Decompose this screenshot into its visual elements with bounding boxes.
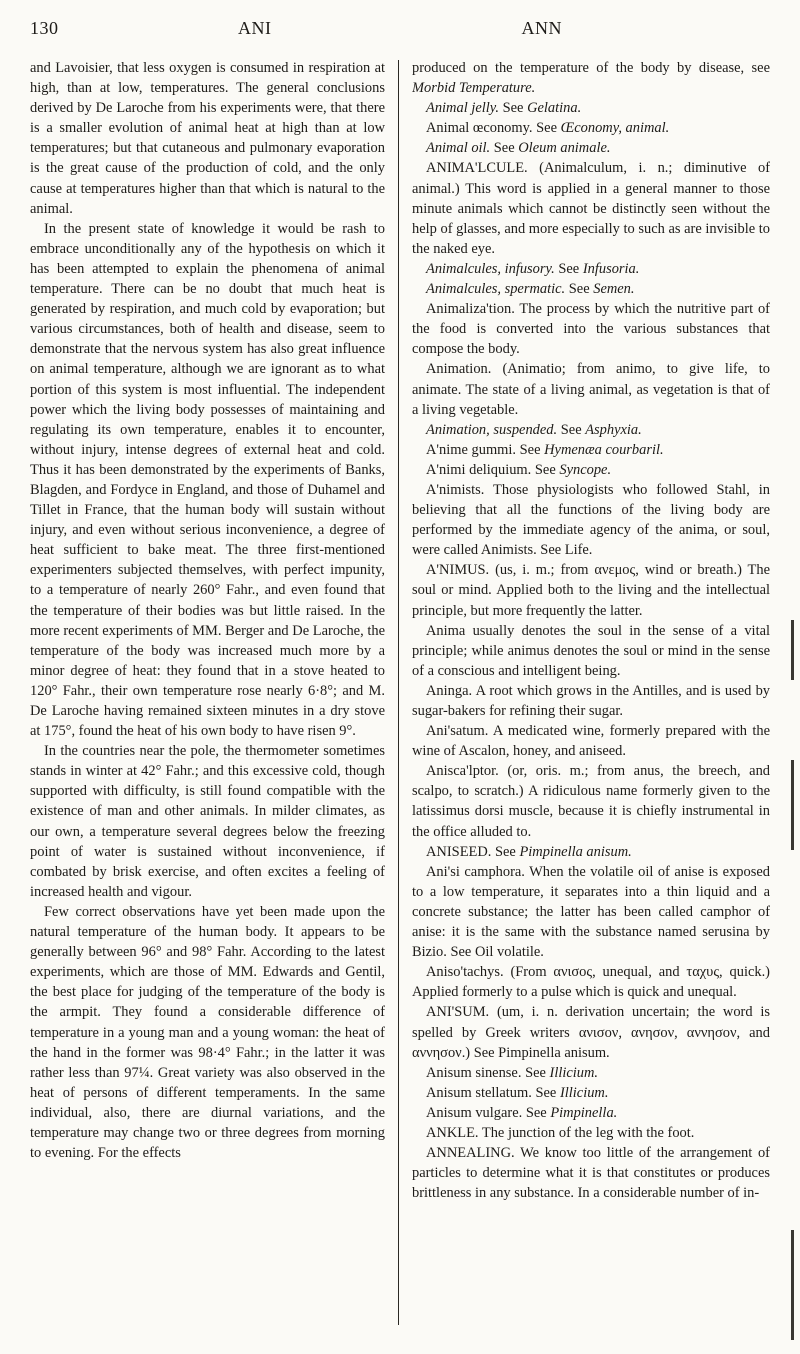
column-divider [398,60,399,1325]
entry-body: (us, i. m.; from ανεμος, wind or breath.) The soul or mind. Applied both to the living and the intellectual principle, but more frequently the latter. [412,562,770,619]
entry-cross-reference: Pimpinella anisum. [519,843,632,860]
entry-headword: Aninga. [426,682,473,699]
entry-cross-reference: Syncope. [559,461,612,478]
page-edge-mark [791,620,794,680]
entry-cross-reference: Gelatina. [527,100,582,117]
entry-headword: Anisum stellatum. [426,1084,532,1101]
intro-cross-reference: Morbid Temperature. [412,80,536,97]
dictionary-entry [412,761,770,841]
entry-body: (or, oris. m.; from anus, the breech, and scalpo, to scratch.) A ridiculous name formerly given to the latissimus dorsi muscle, because it is chiefly instrumental in the office alluded to. [412,763,770,840]
paragraph: In the present state of knowledge it would be rash to embrace unconditionally any of the hypothesis on which it has been attempted to explain the phenomena of animal temperature. There can be no doubt that much heat is generated by respiration, and much cold by evaporation; but various circumstances, both of health and disease, seem to demonstrate that the nervous system has also great influence on animal temperature, although we are ignorant as to what portion of this system is most influential. The independent power which the living body possesses of maintaining and regulating its own temperature, enables it to encounter, without injury, intense degrees of external heat and cold. Thus it has been demonstrated by the experiments of Banks, Blagden, and Fordyce in England, and those of Duhamel and Tillet in France, that the human body will sustain without injury, and even without serious inconvenience, a degree of heat sufficient to bake meat. The three first-mentioned experimenters subjected themselves, with perfect impunity, to a temperature of nearly 260° Fahr., and even found that the temperature of their bodies was but little raised. In the more recent experiments of MM. Berger and De Laroche, the temperature of the body was increased much more by a minor degree of heat: they found that in a stove heated to 120° Fahr., their own temperature rose nearly 6·8°; and M. De Laroche having remained sixteen minutes in a dry stove at 175°, found the heat of his own body to have risen 9°. [30,220,385,740]
intro-text: produced on the temperature of the body by disease, see [412,60,770,76]
dictionary-entry [412,440,770,460]
right-running-title: ANN [521,18,562,38]
entry-body: (From ανισος, unequal, and ταχυς, quick.) Applied formerly to a pulse which is quick and unequal. [412,964,770,1001]
entry-headword: A'nime gummi. [426,441,517,458]
dictionary-entry [412,962,770,1002]
entry-body: See [535,1084,557,1101]
entry-body: See [519,441,541,458]
entry-body: Those physiologists who followed Stahl, in believing that all the functions of the living body are performed by the immediate agency of the anima, or soul, were called Animists. See Life. [412,481,770,559]
entry-body: The process by which the nutritive part of the food is converted into the various substances that compose the body. [412,301,770,358]
entry-cross-reference: Infusoria. [582,260,640,277]
entry-headword: A'NIMUS. [426,562,490,579]
entry-headword: Animal œconomy. [426,120,533,137]
dictionary-entry [412,299,770,359]
dictionary-entry [412,359,770,419]
entry-body: See [558,260,580,277]
dictionary-entry [412,621,770,681]
dictionary-entry [412,560,770,620]
entry-cross-reference: Asphyxia. [585,421,642,438]
entry-body: See [560,421,582,438]
dictionary-entry [412,1103,770,1123]
dictionary-entry [412,1123,770,1143]
entry-headword: Aniso'tachys. [426,964,504,981]
right-column [412,58,770,1343]
entry-body: See [493,140,515,157]
entry-body: See [536,120,557,137]
running-header [30,18,772,44]
entry-headword: Animal jelly. [426,100,499,117]
dictionary-entry [412,279,770,299]
entry-body: We know too little of the arrangement of particles to determine what it is that constitutes or produces brittleness in any substance. In a considerable number of in- [412,1145,770,1202]
entry-headword: Animation. [426,361,492,378]
dictionary-entry [412,681,770,721]
entry-headword: Animalcules, spermatic. [426,281,566,298]
dictionary-entry [412,721,770,761]
entry-body: See [568,281,590,298]
page-edge-mark [791,1230,794,1340]
page-number: 130 [30,18,59,38]
entry-headword: ANISEED. [426,843,492,860]
paragraph: In the countries near the pole, the thermometer sometimes stands in winter at 42° Fahr.; and this excessive cold, though supported with difficulty, is still found compatible with the existence of man and other animals. In milder climates, as our own, a temperature several degrees below the freezing point of water is sustained without inconvenience, if combated by brisk exercise, and often excites a feeling of increased health and vigour. [30,743,385,900]
dictionary-entry [412,480,770,560]
entry-headword: A'nimists. [426,481,485,498]
dictionary-entry [412,862,770,962]
entry-body: See [525,1104,547,1121]
dictionary-entry [412,1002,770,1062]
entry-headword: Animation, suspended. [426,421,558,438]
entry-headword: ANNEALING. [426,1145,515,1162]
entry-body: See [502,100,524,117]
entry-headword: ANKLE. [426,1124,479,1141]
entry-body: When the volatile oil of anise is exposed to a low temperature, it separates into a thin liquid and a concrete substance; the latter has been called camphor of anise: it is the same with the substance named serusina by Bizio. See Oil volatile. [412,863,770,961]
entry-body: See [534,461,556,478]
entry-headword: A'nimi deliquium. [426,461,532,478]
entry-headword: Ani'si camphora. [426,863,525,880]
dictionary-entries [412,98,770,1203]
intro-paragraph [412,58,770,98]
dictionary-entry [412,138,770,158]
dictionary-entry [412,1063,770,1083]
entry-cross-reference: Hymenæa courbaril. [544,441,664,458]
entry-cross-reference: Illicium. [549,1064,599,1081]
entry-cross-reference: Pimpinella. [550,1104,618,1121]
paragraph: and Lavoisier, that less oxygen is consumed in respiration at high, than at low, temperatures. The general conclusions derived by De Laroche from his experiments were, that there is a smaller evolution of animal heat at high than at low temperatures; but that cutaneous and pulmonary evaporation is the great cause of the production of cold, and the only cause at temperatures higher than that which is natural to the animal. [30,60,385,217]
entry-body: (Animatio; from animo, to give life, to animate. The state of a living animal, as vegetation is that of a living vegetable. [412,361,770,418]
entry-headword: Anisum vulgare. [426,1104,523,1121]
dictionary-entry [412,158,770,258]
entry-body: (um, i. n. derivation uncertain; the word is spelled by Greek writers ανισον, ανησον, αννησον, and αννησον.) See Pimpinella anisum. [412,1004,770,1061]
entry-headword: Anisca'lptor. [426,763,499,780]
dictionary-entry [412,1083,770,1103]
dictionary-entry [412,460,770,480]
dictionary-entry [412,259,770,279]
entry-headword: ANI'SUM. [426,1004,490,1021]
entry-headword: Ani'satum. [426,723,489,740]
entry-headword: Animal oil. [426,140,491,157]
entry-headword: Animalcules, infusory. [426,260,555,277]
dictionary-entry [412,842,770,862]
entry-body: A root which grows in the Antilles, and is used by sugar-bakers for refining their sugar. [412,682,770,719]
page-edge-mark [791,760,794,850]
entry-cross-reference: Semen. [593,281,635,298]
entry-headword: Animaliza'tion. [426,301,515,318]
paragraph: Few correct observations have yet been made upon the natural temperature of the human body. It appears to be generally between 96° and 98° Fahr. According to the latest experiments, which are those of MM. Edwards and Gentil, the best place for judging of the temperature of the body is the armpit. They found a considerable difference of temperature in a young man and a young woman: the heat of the hand in the former was 98·4° Fahr.; in the latter it was rather less than 97¼. Great variety was also observed in the heat of persons of different temperaments. In the same individual, also, there are diurnal variations, and the temperature may change two or three degrees from morning to evening. For the effects [30,903,385,1162]
left-column [30,58,385,1343]
dictionary-entry [412,1143,770,1203]
dictionary-entry [412,118,770,138]
left-running-title: ANI [238,18,272,38]
entry-body: A medicated wine, formerly prepared with the wine of Ascalon, honey, and aniseed. [412,723,770,760]
entry-body: (Animalculum, i. n.; diminutive of animal.) This word is applied in a general manner to those minute animals which cannot be distinctly seen without the help of glasses, and more especially to such as are invisible to the naked eye. [412,160,770,257]
entry-cross-reference: Oleum animale. [518,140,611,157]
dictionary-entry [412,420,770,440]
entry-body: See [525,1064,546,1081]
entry-cross-reference: Œconomy, animal. [560,120,670,137]
dictionary-entry [412,98,770,118]
entry-body: See [494,843,516,860]
entry-body: Anima usually denotes the soul in the sense of a vital principle; while animus denotes the soul or mind in the sense of a conscious and intelligent being. [412,622,770,679]
entry-headword: ANIMA'LCULE. [426,160,528,177]
entry-cross-reference: Illicium. [559,1084,609,1101]
entry-body: The junction of the leg with the foot. [481,1124,695,1141]
entry-headword: Anisum sinense. [426,1064,522,1081]
